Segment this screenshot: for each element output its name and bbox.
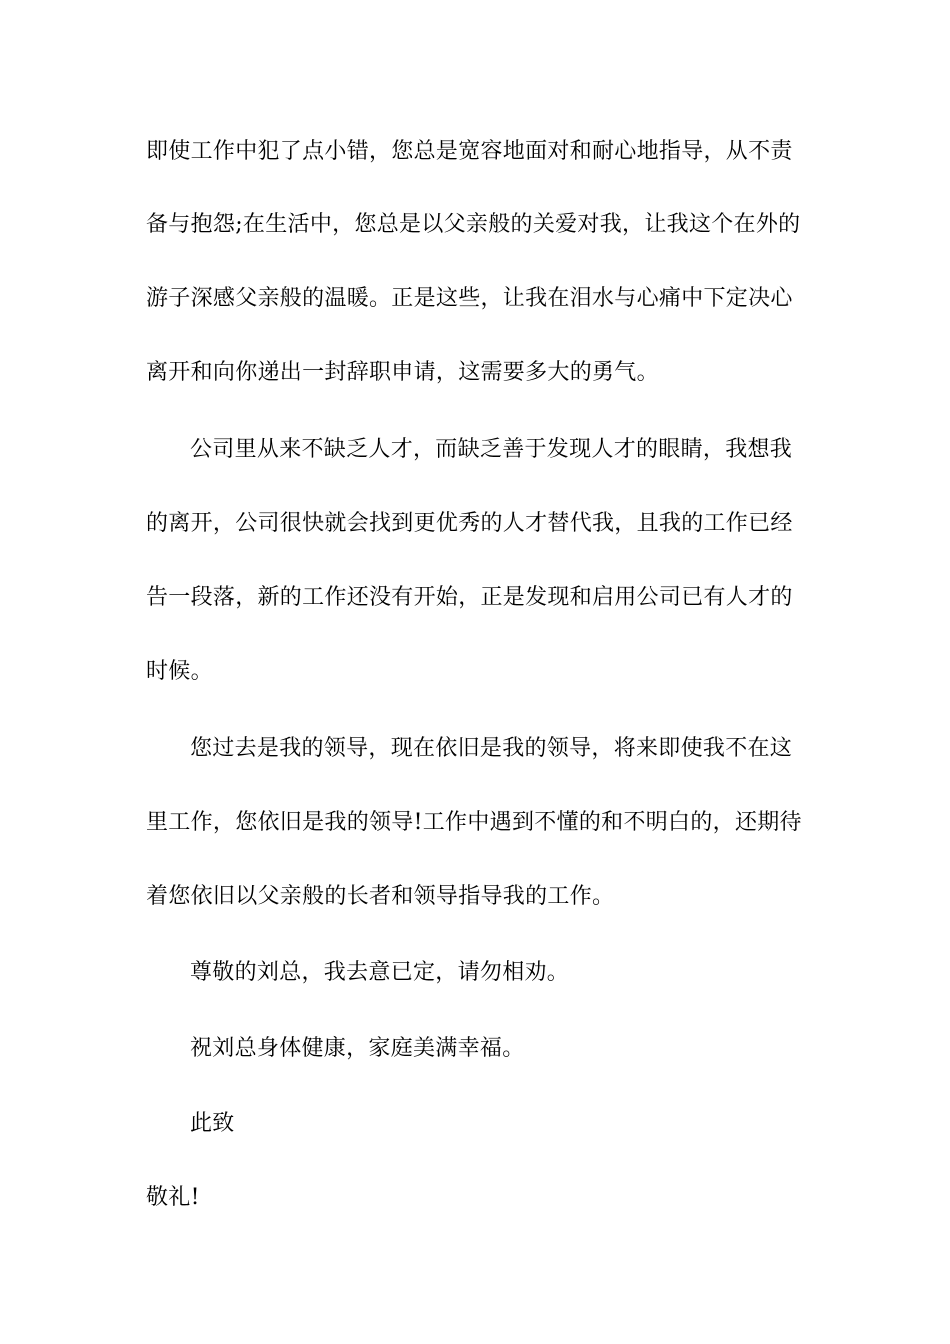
- closing-line: 此致: [190, 1111, 235, 1136]
- text-line: 里工作，您依旧是我的领导!工作中遇到不懂的和不明白的，还期待: [146, 810, 802, 835]
- text-line: 备与抱怨;在生活中，您总是以父亲般的关爱对我，让我这个在外的: [146, 212, 801, 237]
- text-line: 告一段落，新的工作还没有开始，正是发现和启用公司已有人才的: [146, 585, 793, 610]
- text-line: 时候。: [146, 659, 213, 684]
- text-line: 游子深感父亲般的温暖。正是这些，让我在泪水与心痛中下定决心: [146, 286, 793, 311]
- text-line: 即使工作中犯了点小错，您总是宽容地面对和耐心地指导，从不责: [146, 139, 793, 164]
- paragraph-start-line: 您过去是我的领导，现在依旧是我的领导，将来即使我不在这: [190, 736, 793, 761]
- text-line: 离开和向你递出一封辞职申请，这需要多大的勇气。: [146, 360, 659, 385]
- paragraph-line: 尊敬的刘总，我去意已定，请勿相劝。: [190, 960, 570, 985]
- salutation-line: 敬礼!: [146, 1185, 200, 1210]
- text-line: 着您依旧以父亲般的长者和领导指导我的工作。: [146, 884, 615, 909]
- text-line: 的离开，公司很快就会找到更优秀的人才替代我，且我的工作已经: [146, 511, 793, 536]
- paragraph-line: 祝刘总身体健康，家庭美满幸福。: [190, 1036, 525, 1061]
- paragraph-start-line: 公司里从来不缺乏人才，而缺乏善于发现人才的眼睛，我想我: [190, 437, 793, 462]
